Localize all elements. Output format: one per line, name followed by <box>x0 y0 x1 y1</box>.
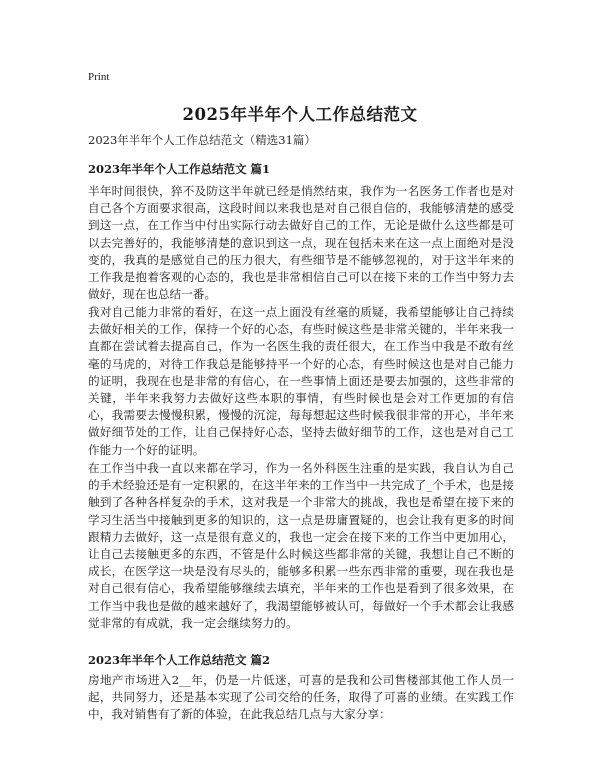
document-title: 2025年半年个人工作总结范文 <box>182 105 418 124</box>
section-heading: 2023年半年个人工作总结范文 篇1 <box>88 162 271 176</box>
print-link[interactable]: Print <box>88 71 110 83</box>
document-subtitle: 2023年半年个人工作总结范文（精选31篇） <box>88 133 316 147</box>
paragraph: 我对自己能力非常的看好，在这一点上面没有丝毫的质疑，我希望能够让自己持续去做好相关的工作，保持一个好的心态，有些时候这些是非常关键的，半年来我一直都在尝试着去提高自己，作为一名医生我的责任很大，在工作当中我是不敢有丝毫的马虎的，对待工作我总是能够持平一个好的心态，有些时候这也是对自己能力的证明，我现在也是非常的有信心，在一些事情上面还是要去加强的，这些非常的关键，半年来我努力去做好这些本职的事情，有些时候也是会对工作更加的有信心，我需要去慢慢积累，慢慢的沉淀，每每想起这些时候我很非常的开心，半年来做好细节处的工作，让自己保持好心态，坚持去做好细节的工作，这也是对自己工作能力一个好的证明。 <box>88 305 514 457</box>
paragraph: 房地产市场进入2__年，仍是一片低迷，可喜的是我和公司售楼部其他工作人员一起，共同努力，还是基本实现了公司交给的任务，取得了可喜的业绩。在实践工作中，我对销售有了新的体验，在此我总结几点与大家分享： <box>88 673 514 722</box>
paragraph: 半年时间很快，猝不及防这半年就已经是悄然结束，我作为一名医务工作者也是对自己各个方面要求很高，这段时间以来我也是对自己很自信的，我能够清楚的感受到这一点，在工作当中付出实际行动去做好自己的工作，无论是做什么这些都是可以去完善好的，我能够清楚的意识到这一点，现在包括未来在这一点上面绝对是没变的，我真的是感觉自己的压力很大，有些细节是不能够忽视的，对于这半年来的工作我是抱着客观的心态的，我也是非常相信自己可以在接下来的工作当中努力去做好，现在也总结一番。 <box>88 184 514 302</box>
paragraph: 在工作当中我一直以来都在学习，作为一名外科医生注重的是实践，我自认为自己的手术经验还是有一定积累的，在这半年来的工作当中一共完成了_个手术，也是接触到了各种各样复杂的手术，这对我是一个非常大的挑战，我也是希望在接下来的学习生活当中接触到更多的知识的，这一点是毋庸置疑的，也会让我有更多的时间跟精力去做好，这一点是很有意义的，我也一定会在接下来的工作当中更加用心，让自己去接触更多的东西，不管是什么时候这些都非常的关键，我想让自己不断的成长，在医学这一块是没有尽头的，能够多积累一些东西非常的重要，现在我也是对自己很有信心，我希望能够继续去填充，半年来的工作也是看到了很多效果，在工作当中我也是做的越来越好了，我渴望能够被认可，每做好一个手术都会让我感觉非常的有成就，我一定会继续努力的。 <box>88 461 514 630</box>
section-heading: 2023年半年个人工作总结范文 篇2 <box>88 653 271 667</box>
